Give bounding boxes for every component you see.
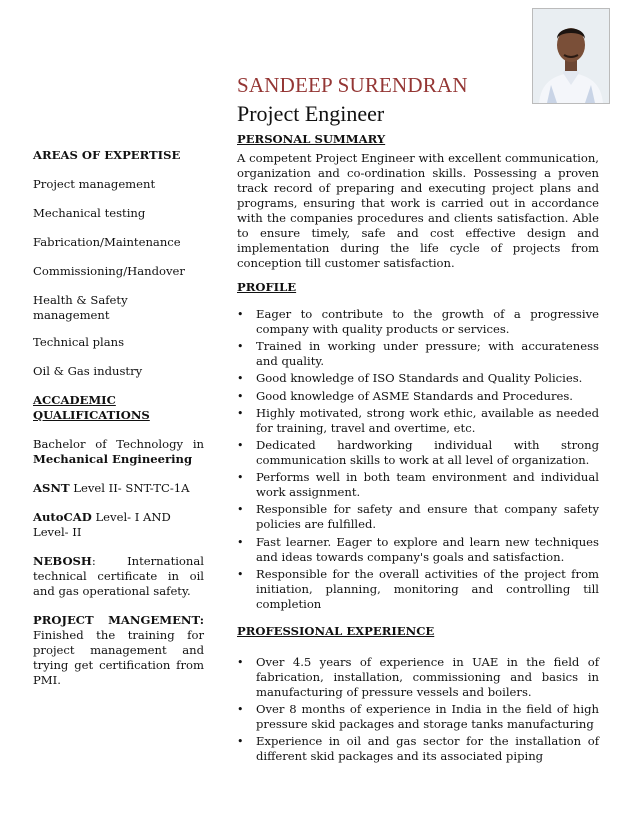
profile-item: • Performs well in both team environment and individual work assignment. (237, 470, 599, 500)
experience-list (237, 655, 599, 764)
profile-item: • Dedicated hardworking individual with strong communication skills to work at all level of organization. (237, 438, 599, 468)
profile-heading: PROFILE (237, 280, 297, 294)
asnt-detail: Level II- SNT-TC-1A (69, 481, 190, 495)
autocad-label: AutoCAD (33, 510, 92, 524)
expertise-item: Fabrication/Maintenance (33, 235, 181, 249)
profile-item: • Fast learner. Eager to explore and learn new techniques and ideas towards company's goals and satisfaction. (237, 535, 599, 565)
nebosh-label: NEBOSH (33, 554, 92, 568)
summary-text: A competent Project Engineer with excellent communication, organization and co-ordination skills. Possessing a proven track record of preparing and executing project plans and programs, ensuring that work is carried out in accordance with the companies procedures and clients satisfaction. Able to ensure timely, safe and cost effective design and implementation during the life cycle of projects from conception till customer satisfaction. (237, 151, 599, 270)
autocad-certification (33, 510, 204, 540)
experience-item: • Experience in oil and gas sector for the installation of different skid packages and its associated piping (237, 734, 599, 764)
degree (33, 437, 204, 467)
expertise-item: Technical plans (33, 335, 125, 349)
left-column (33, 148, 204, 702)
expertise-item: Mechanical testing (33, 206, 146, 220)
profile-item: • Responsible for the overall activities of the project from initiation, planning, monitoring and controlling till completion (237, 567, 599, 612)
experience-item: • Over 8 months of experience in India in the field of high pressure skid packages and storage tanks manufacturing (237, 702, 599, 732)
profile-item: • Good knowledge of ASME Standards and Procedures. (237, 389, 599, 404)
project-management-training (33, 613, 204, 688)
expertise-item: Health & Safety management (33, 293, 128, 322)
profile-list (237, 307, 599, 612)
asnt-certification (33, 481, 204, 496)
profile-photo (532, 8, 610, 104)
degree-major: Mechanical Engineering (33, 452, 193, 466)
asnt-label: ASNT (33, 481, 70, 495)
expertise-item: Oil & Gas industry (33, 364, 143, 378)
expertise-heading: AREAS OF EXPERTISE (33, 148, 181, 162)
experience-heading: PROFESSIONAL EXPERIENCE (237, 623, 435, 638)
nebosh-certification (33, 554, 204, 599)
autocad-detail: Level- I AND Level- II (33, 510, 171, 539)
summary-heading: PERSONAL SUMMARY (237, 132, 386, 146)
qualifications-heading: ACCADEMIC QUALIFICATIONS (33, 393, 150, 422)
candidate-name: SANDEEP SURENDRAN (237, 73, 468, 97)
profile-item: • Eager to contribute to the growth of a progressive company with quality products or services. (237, 307, 599, 337)
expertise-item: Project management (33, 177, 156, 191)
project-detail: Finished the training for project management and trying get certification from PMI. (33, 628, 204, 687)
degree-line: Bachelor of Technology in (33, 437, 204, 451)
person-photo-icon (533, 9, 609, 103)
experience-item: • Over 4.5 years of experience in UAE in the field of fabrication, installation, commissioning and basics in manufacturing of pressure vessels and boilers. (237, 655, 599, 700)
profile-item: • Responsible for safety and ensure that company safety policies are fulfilled. (237, 502, 599, 532)
nebosh-detail: : International technical certificate in oil and gas operational safety. (33, 554, 204, 598)
right-column (237, 132, 599, 766)
job-title: Project Engineer (237, 101, 385, 126)
profile-item: • Trained in working under pressure; with accurateness and quality. (237, 339, 599, 369)
profile-item: • Highly motivated, strong work ethic, available as needed for training, travel and overtime, etc. (237, 406, 599, 436)
project-label: PROJECT MANGEMENT: (33, 613, 204, 627)
profile-item: • Good knowledge of ISO Standards and Quality Policies. (237, 371, 599, 386)
expertise-item: Commissioning/Handover (33, 264, 185, 278)
